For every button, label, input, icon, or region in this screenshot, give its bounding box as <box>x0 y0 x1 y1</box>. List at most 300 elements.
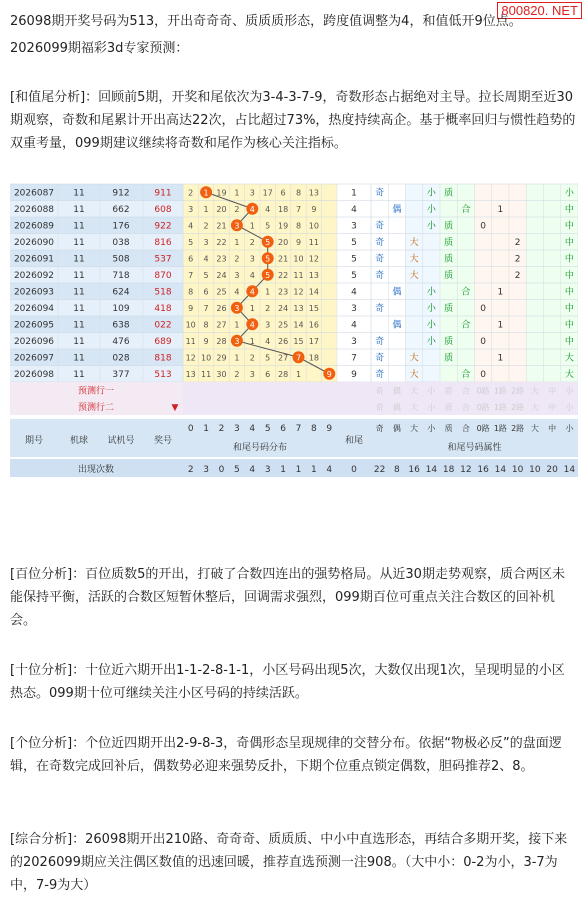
predict-label: 预测行二 <box>77 402 115 413</box>
cell-ball: 11 <box>73 237 85 248</box>
cell-hewei: 7 <box>351 353 357 364</box>
cell-num: 022 <box>154 320 172 331</box>
cell-attr: 0 <box>480 303 486 314</box>
cell-dist: 15 <box>308 303 319 313</box>
cell-dist: 24 <box>278 303 289 313</box>
cell-dist: 4 <box>203 254 209 264</box>
cell-attr: 质 <box>444 237 454 248</box>
cell-dist: 1 <box>234 237 240 247</box>
footer-hewei: 和尾 <box>344 436 364 446</box>
cell-period: 2026093 <box>13 287 55 298</box>
cell-dist: 21 <box>216 221 227 231</box>
count-value: 16 <box>477 465 489 475</box>
footer-digit: 8 <box>311 424 317 434</box>
intro-line-2: 2026099期福彩3d专家预测： <box>10 41 189 56</box>
zonghe-analysis: [综合分析]：26098期开出210路、奇奇奇、质质质、中小中直选形态，再结合多期开奖，接下来的2026099期应关注偶区数值的迅速回暖，推荐直选预测一注908。（大中小：0-2为小，3-7为中，7-9为大） <box>10 832 568 893</box>
predict-attr: 中 <box>548 402 557 412</box>
cell-dist: 26 <box>216 303 227 313</box>
cell-attr: 奇 <box>375 369 385 380</box>
count-value: 0 <box>218 465 225 475</box>
cell-num: 689 <box>154 336 172 347</box>
cell-dist: 25 <box>278 320 289 330</box>
cell-dist: 1 <box>265 287 271 297</box>
cell-dist: 8 <box>188 287 194 297</box>
cell-hewei: 5 <box>351 237 357 248</box>
cell-dist: 2 <box>234 204 240 214</box>
count-value: 3 <box>203 465 209 475</box>
cell-num: 518 <box>154 287 172 298</box>
cell-dist: 13 <box>308 270 319 280</box>
trend-ball-label: 3 <box>234 336 240 346</box>
cell-attr: 质 <box>444 353 454 364</box>
cell-attr: 大 <box>409 270 419 281</box>
cell-attr: 大 <box>409 237 419 248</box>
cell-dist: 24 <box>216 270 227 280</box>
cell-dist: 9 <box>188 303 194 313</box>
cell-ball: 11 <box>73 188 85 199</box>
cell-hewei: 9 <box>351 369 357 380</box>
cell-period: 2026097 <box>13 353 55 364</box>
cell-size: 中 <box>564 303 574 314</box>
footer-attr-head: 质 <box>444 424 453 433</box>
predict-attr: 2路 <box>511 402 525 412</box>
footer-digit: 2 <box>218 424 225 434</box>
count-value: 12 <box>460 465 472 475</box>
cell-dist: 6 <box>280 188 286 198</box>
cell-ball: 11 <box>73 303 85 314</box>
cell-dist: 13 <box>293 303 304 313</box>
cell-size: 中 <box>564 237 574 248</box>
cell-attr: 合 <box>461 369 471 380</box>
cell-ball: 11 <box>73 204 85 215</box>
trend-ball-label: 3 <box>234 221 240 231</box>
cell-dist: 3 <box>188 204 194 214</box>
cell-dist: 21 <box>278 254 289 264</box>
cell-attr: 1 <box>497 204 504 215</box>
cell-dist: 8 <box>295 188 302 198</box>
cell-attr: 1 <box>497 353 504 364</box>
cell-dist: 3 <box>249 188 255 198</box>
cell-attr: 小 <box>426 221 436 232</box>
cell-period: 2026096 <box>13 336 55 347</box>
predict-attr: 偶 <box>392 402 401 412</box>
footer-attr-head: 大 <box>410 424 419 433</box>
cell-dist: 1 <box>249 303 255 313</box>
cell-hewei: 4 <box>351 204 357 215</box>
cell-dist: 25 <box>216 287 227 297</box>
footer-digit: 3 <box>234 424 240 434</box>
cell-attr: 偶 <box>392 204 402 215</box>
cell-test: 476 <box>112 336 130 347</box>
cell-attr: 奇 <box>375 254 385 265</box>
cell-hewei: 3 <box>351 221 357 232</box>
cell-attr: 2 <box>514 270 521 281</box>
cell-dist: 9 <box>295 237 302 247</box>
cell-dist: 13 <box>185 369 196 379</box>
cell-dist: 10 <box>201 353 212 363</box>
cell-ball: 11 <box>73 254 85 265</box>
cell-dist: 1 <box>249 336 255 346</box>
cell-attr: 0 <box>480 221 486 232</box>
cell-dist: 11 <box>201 369 212 379</box>
cell-ball: 11 <box>73 336 85 347</box>
predict-attr: 0路 <box>476 402 490 412</box>
cell-attr: 合 <box>461 320 471 331</box>
cell-dist: 7 <box>188 270 194 280</box>
cell-ball: 11 <box>73 270 85 281</box>
cell-hewei: 3 <box>351 303 357 314</box>
cell-attr: 奇 <box>375 353 385 364</box>
cell-attr: 质 <box>444 188 454 199</box>
cell-dist: 2 <box>234 369 240 379</box>
cell-hewei: 5 <box>351 270 357 281</box>
cell-dist: 2 <box>188 188 194 198</box>
footer-attr-head: 偶 <box>392 424 401 433</box>
predict-attr: 中 <box>548 386 557 396</box>
cell-test: 028 <box>112 353 130 364</box>
count-value: 1 <box>280 465 286 475</box>
cell-attr: 1 <box>497 287 504 298</box>
cell-dist: 8 <box>295 221 302 231</box>
cell-dist: 7 <box>203 303 209 313</box>
cell-test: 109 <box>112 303 130 314</box>
cell-size: 中 <box>564 270 574 281</box>
cell-dist: 9 <box>311 204 317 214</box>
footer-period: 期号 <box>24 436 44 446</box>
cell-num: 418 <box>154 303 172 314</box>
cell-dist: 3 <box>249 254 255 264</box>
cell-test: 662 <box>112 204 130 215</box>
cell-dist: 14 <box>308 287 319 297</box>
count-value: 1 <box>295 465 302 475</box>
cell-size: 中 <box>564 287 574 298</box>
footer-digit: 0 <box>187 424 194 434</box>
cell-dist: 16 <box>308 320 319 330</box>
predict-attr: 大 <box>410 402 419 412</box>
cell-ball: 11 <box>73 287 85 298</box>
cell-attr: 质 <box>444 270 454 281</box>
footer-test: 试机号 <box>107 436 135 446</box>
cell-dist: 11 <box>293 270 304 280</box>
cell-dist: 18 <box>278 204 289 214</box>
cell-attr: 质 <box>444 254 454 265</box>
cell-dist: 18 <box>308 353 319 363</box>
cell-num: 608 <box>154 204 172 215</box>
predict-attr: 偶 <box>392 386 401 396</box>
cell-size: 中 <box>564 336 574 347</box>
cell-dist: 23 <box>278 287 289 297</box>
cell-test: 377 <box>112 369 130 380</box>
cell-dist: 3 <box>234 270 240 280</box>
cell-num: 922 <box>154 221 172 232</box>
cell-attr: 偶 <box>392 287 402 298</box>
cell-attr: 奇 <box>375 221 385 232</box>
cell-dist: 2 <box>203 221 209 231</box>
footer-digit: 9 <box>326 424 333 434</box>
cell-attr: 小 <box>426 204 436 215</box>
cell-hewei: 3 <box>351 336 357 347</box>
cell-dist: 28 <box>278 369 289 379</box>
intro-line-1: 26098期开奖号码为513，开出奇奇奇、质质质形态，跨度值调整为4，和值低开9位点。 <box>10 14 522 29</box>
count-value: 10 <box>511 465 524 475</box>
cell-attr: 0 <box>480 369 486 380</box>
cell-attr: 质 <box>444 303 454 314</box>
footer-digit: 6 <box>280 424 286 434</box>
cell-dist: 4 <box>234 287 240 297</box>
trend-ball-label: 4 <box>249 204 255 214</box>
count-value: 8 <box>394 465 400 475</box>
cell-dist: 2 <box>234 254 240 264</box>
cell-dist: 30 <box>216 369 227 379</box>
cell-attr: 奇 <box>375 303 385 314</box>
cell-dist: 5 <box>265 353 271 363</box>
cell-dist: 11 <box>185 336 196 346</box>
cell-attr: 奇 <box>375 270 385 281</box>
cell-dist: 12 <box>308 254 319 264</box>
cell-size: 小 <box>564 188 574 199</box>
cell-hewei: 4 <box>351 287 357 298</box>
cell-dist: 6 <box>188 254 194 264</box>
cell-attr: 合 <box>461 287 471 298</box>
cell-ball: 11 <box>73 353 85 364</box>
cell-period: 2026090 <box>13 237 55 248</box>
cell-size: 大 <box>564 369 574 380</box>
footer-digit: 7 <box>295 424 302 434</box>
cell-dist: 5 <box>203 270 209 280</box>
predict-attr: 1路 <box>493 402 507 412</box>
site-logo: 800820. NET <box>497 2 582 19</box>
count-value: 10 <box>529 465 541 475</box>
cell-dist: 26 <box>278 336 289 346</box>
cell-dist: 5 <box>188 237 194 247</box>
cell-attr: 2 <box>514 237 521 248</box>
cell-test: 912 <box>112 188 130 199</box>
footer-ball: 机球 <box>69 436 89 446</box>
cell-dist: 12 <box>185 353 196 363</box>
cell-hewei: 5 <box>351 254 357 265</box>
cell-dist: 19 <box>216 188 227 198</box>
shiwei-analysis: [十位分析]：十位近六期开出1-1-2-8-1-1，小区号码出现5次，大数仅出现1次，呈现明显的小区热态。099期十位可继续关注小区号码的持续活跃。 <box>10 663 565 701</box>
predict-attr: 小 <box>427 386 436 396</box>
trend-ball-label: 1 <box>203 188 209 198</box>
cell-dist: 29 <box>216 353 227 363</box>
cell-period: 2026091 <box>13 254 55 265</box>
cell-dist: 4 <box>188 221 194 231</box>
cell-dist: 1 <box>234 353 240 363</box>
cell-period: 2026087 <box>13 188 55 199</box>
footer-attr-label: 和尾号码属性 <box>447 443 502 453</box>
cell-dist: 19 <box>278 221 289 231</box>
cell-ball: 11 <box>73 369 85 380</box>
predict-attr: 合 <box>461 402 470 412</box>
footer-attr-head: 中 <box>548 424 557 433</box>
trend-ball-label: 3 <box>234 303 240 313</box>
trend-ball-label: 4 <box>249 320 255 330</box>
cell-num: 537 <box>154 254 172 265</box>
cell-period: 2026095 <box>13 320 55 331</box>
cell-attr: 奇 <box>375 336 385 347</box>
cell-dist: 22 <box>278 270 289 280</box>
cell-num: 513 <box>154 369 172 380</box>
cell-attr: 偶 <box>392 320 402 331</box>
cell-dist: 20 <box>278 237 289 247</box>
cell-dist: 2 <box>265 303 271 313</box>
cell-attr: 1 <box>497 320 504 331</box>
cell-attr: 合 <box>461 204 471 215</box>
predict-attr: 奇 <box>375 402 384 412</box>
cell-attr: 小 <box>426 336 436 347</box>
footer-attr-head: 小 <box>565 424 574 433</box>
trend-ball-label: 4 <box>249 287 255 297</box>
trend-ball-label: 5 <box>265 237 271 247</box>
cell-period: 2026094 <box>13 303 55 314</box>
predict-attr: 大 <box>410 386 419 396</box>
cell-dist: 27 <box>216 320 227 330</box>
cell-test: 624 <box>112 287 130 298</box>
count-value: 14 <box>494 465 507 475</box>
count-value: 5 <box>234 465 240 475</box>
cell-num: 911 <box>154 188 172 199</box>
footer-attr-head: 奇 <box>375 424 384 433</box>
footer-digit: 5 <box>264 424 271 434</box>
cell-dist: 10 <box>185 320 196 330</box>
footer-attr-head: 大 <box>530 424 539 433</box>
cell-attr: 大 <box>409 353 419 364</box>
cell-test: 718 <box>112 270 130 281</box>
cell-ball: 11 <box>73 320 85 331</box>
cell-dist: 15 <box>293 336 304 346</box>
predict-attr: 质 <box>444 386 453 396</box>
predict-label: 预测行一 <box>77 386 115 397</box>
footer-attr-head: 1路 <box>493 424 507 433</box>
cell-test: 176 <box>112 221 130 232</box>
cell-attr: 质 <box>444 336 454 347</box>
count-value: 14 <box>425 465 438 475</box>
cell-ball: 11 <box>73 221 85 232</box>
footer-attr-head: 0路 <box>476 424 490 433</box>
cell-dist: 2 <box>249 237 255 247</box>
cell-size: 中 <box>564 320 574 331</box>
trend-table <box>10 182 578 536</box>
cell-attr: 质 <box>444 221 454 232</box>
cell-size: 大 <box>564 353 574 364</box>
cell-attr: 大 <box>409 254 419 265</box>
cell-dist: 3 <box>249 369 255 379</box>
cell-dist: 8 <box>203 320 209 330</box>
predict-attr: 0路 <box>476 386 490 396</box>
predict-attr: 1路 <box>493 386 507 396</box>
predict-attr: 合 <box>461 386 470 396</box>
predict-attr: 小 <box>427 402 436 412</box>
footer-attr-head: 2路 <box>511 424 525 433</box>
cell-dist: 4 <box>249 270 255 280</box>
count-value: 3 <box>264 465 271 475</box>
cell-dist: 9 <box>203 336 209 346</box>
predict-attr: 大 <box>530 402 539 412</box>
cell-dist: 1 <box>203 204 209 214</box>
cell-attr: 大 <box>409 369 419 380</box>
cell-num: 870 <box>154 270 172 281</box>
footer-num: 奖号 <box>153 436 173 446</box>
cell-dist: 7 <box>295 204 302 214</box>
cell-test: 638 <box>112 320 130 331</box>
count-value: 2 <box>187 465 194 475</box>
cell-dist: 17 <box>262 188 273 198</box>
cell-dist: 3 <box>265 320 271 330</box>
trend-ball-label: 9 <box>326 369 332 379</box>
count-value: 1 <box>311 465 317 475</box>
trend-ball-label: 5 <box>265 270 271 280</box>
cell-dist: 6 <box>203 287 209 297</box>
cell-test: 508 <box>112 254 130 265</box>
count-label: 出现次数 <box>77 465 115 475</box>
cell-test: 038 <box>112 237 130 248</box>
cell-dist: 4 <box>265 204 271 214</box>
footer-attr-head: 小 <box>427 424 436 433</box>
cell-dist: 14 <box>293 320 304 330</box>
count-value: 4 <box>326 465 333 475</box>
cell-attr: 小 <box>426 188 436 199</box>
cell-dist: 1 <box>249 221 255 231</box>
predict-attr: 大 <box>530 386 539 396</box>
cell-dist: 2 <box>249 353 255 363</box>
cell-dist: 3 <box>203 237 209 247</box>
cell-dist: 11 <box>308 237 319 247</box>
baiwei-analysis: [百位分析]：百位质数5的开出，打破了合数四连出的强势格局。从近30期走势观察，质合两区未能保持平衡，活跃的合数区短暂休整后，回调需求强烈，099期百位可重点关注合数区的回补机会。 <box>10 567 565 628</box>
cell-dist: 28 <box>216 336 227 346</box>
count-value: 20 <box>546 465 558 475</box>
cell-attr: 奇 <box>375 188 385 199</box>
cell-size: 中 <box>564 204 574 215</box>
cell-attr: 奇 <box>375 237 385 248</box>
cell-dist: 20 <box>216 204 227 214</box>
cell-attr: 小 <box>426 303 436 314</box>
cell-dist: 1 <box>295 369 302 379</box>
cell-attr: 0 <box>480 336 486 347</box>
predict-dropdown-icon: ▼ <box>171 402 179 413</box>
cell-dist: 13 <box>308 188 319 198</box>
cell-size: 中 <box>564 254 574 265</box>
count-value: 4 <box>249 465 256 475</box>
cell-dist: 1 <box>234 320 240 330</box>
cell-dist: 12 <box>293 287 304 297</box>
count-value: 22 <box>373 465 386 475</box>
trend-chart-svg <box>10 182 578 536</box>
cell-period: 2026088 <box>13 204 55 215</box>
hewei-analysis: [和值尾分析]：回顾前5期，开奖和尾依次为3-4-3-7-9，奇数形态占据绝对主导。拉长周期至近30期观察，奇数和尾累计开出高达22次，占比超过73%，热度持续高企。基于概率回归与惯性趋势的双重考量，099期建议继续将奇数和尾作为核心关注指标。 <box>10 90 576 151</box>
footer-dist-label: 和尾号码分布 <box>232 443 288 453</box>
cell-dist: 5 <box>265 221 271 231</box>
cell-dist: 23 <box>216 254 227 264</box>
count-value: 0 <box>351 465 357 475</box>
cell-period: 2026092 <box>13 270 55 281</box>
cell-dist: 27 <box>278 353 289 363</box>
cell-dist: 6 <box>265 369 271 379</box>
predict-attr: 奇 <box>375 386 384 396</box>
cell-attr: 2 <box>514 254 521 265</box>
footer-attr-head: 合 <box>461 424 470 433</box>
count-value: 18 <box>442 465 455 475</box>
gewei-analysis: [个位分析]：个位近四期开出2-9-8-3，奇偶形态呈现规律的交替分布。依据“物极必反”的盘面逻辑，在奇数完成回补后，偶数势必迎来强势反扑，下期个位重点锁定偶数，胆码推荐2、8。 <box>10 736 562 774</box>
footer-digit: 1 <box>203 424 209 434</box>
cell-attr: 小 <box>426 287 436 298</box>
predict-attr: 小 <box>565 386 574 396</box>
cell-dist: 4 <box>265 336 271 346</box>
predict-attr: 2路 <box>511 386 525 396</box>
cell-dist: 17 <box>308 336 319 346</box>
cell-num: 816 <box>154 237 172 248</box>
cell-period: 2026089 <box>13 221 55 232</box>
